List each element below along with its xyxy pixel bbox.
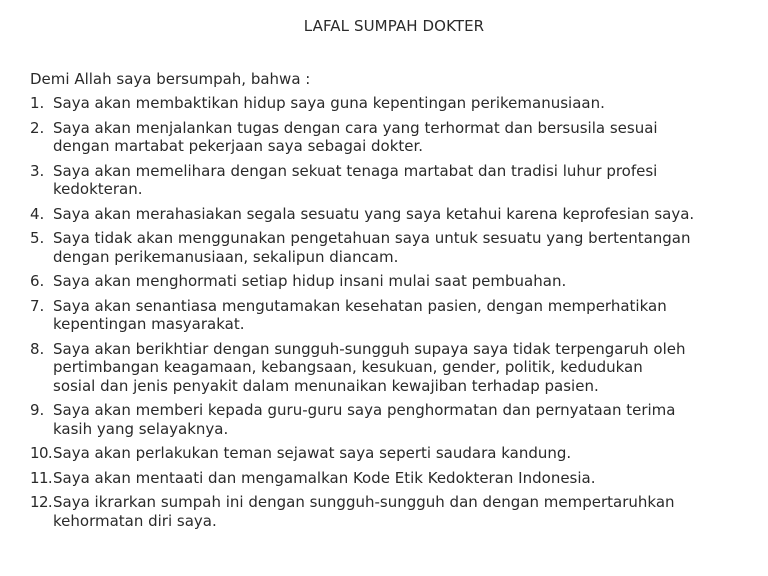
oath-item bbox=[30, 469, 766, 488]
oath-item-number: 1. bbox=[30, 94, 45, 112]
oath-item-text-line: kedokteran. bbox=[53, 180, 143, 198]
oath-item-text-line: kehormatan diri saya. bbox=[53, 511, 217, 530]
oath-intro: Demi Allah saya bersumpah, bahwa : bbox=[30, 70, 311, 88]
oath-item-text-line: Saya akan berikhtiar dengan sungguh-sungguh supaya saya tidak terpengaruh oleh bbox=[53, 339, 686, 358]
oath-item-text-line: Saya tidak akan menggunakan pengetahuan saya untuk sesuatu yang bertentangan bbox=[53, 229, 691, 247]
oath-item bbox=[30, 401, 766, 438]
oath-item bbox=[30, 229, 766, 266]
oath-item-text-line: kasih yang selayaknya. bbox=[53, 419, 229, 438]
oath-item-text-line: Saya akan memelihara dengan sekuat tenaga martabat dan tradisi luhur profesi bbox=[53, 161, 658, 180]
oath-item bbox=[30, 94, 766, 113]
oath-item bbox=[30, 340, 766, 396]
oath-item bbox=[30, 162, 766, 199]
oath-item-text-line: Saya akan mentaati dan mengamalkan Kode Etik Kedokteran Indonesia. bbox=[53, 468, 596, 487]
oath-item-text-line: Saya ikrarkan sumpah ini dengan sungguh-sungguh dan dengan mempertaruhkan bbox=[53, 493, 675, 511]
oath-item-text-line: dengan martabat pekerjaan saya sebagai dokter. bbox=[53, 137, 424, 155]
oath-item-text-line: dengan perikemanusiaan, sekalipun diancam. bbox=[53, 247, 399, 266]
oath-item bbox=[30, 493, 766, 530]
oath-item-number: 11. bbox=[30, 468, 53, 487]
oath-item-number: 3. bbox=[30, 161, 45, 180]
oath-item-text-line: kepentingan masyarakat. bbox=[53, 315, 245, 333]
oath-item bbox=[30, 272, 766, 291]
oath-item-text-line: Saya akan merahasiakan segala sesuatu yang saya ketahui karena keprofesian saya. bbox=[53, 204, 695, 223]
oath-item-text-line: sosial dan jenis penyakit dalam menunaikan kewajiban terhadap pasien. bbox=[53, 376, 599, 395]
oath-item-text-line: Saya akan membaktikan hidup saya guna kepentingan perikemanusiaan. bbox=[53, 94, 605, 112]
oath-item bbox=[30, 119, 766, 156]
oath-item bbox=[30, 297, 766, 334]
oath-item-number: 2. bbox=[30, 118, 45, 137]
oath-item-number: 10. bbox=[30, 444, 53, 462]
oath-item-number: 12. bbox=[30, 493, 53, 511]
oath-item bbox=[30, 444, 766, 463]
oath-item-text-line: Saya akan menjalankan tugas dengan cara yang terhormat dan bersusila sesuai bbox=[53, 118, 658, 137]
oath-item-number: 8. bbox=[30, 339, 45, 358]
oath-list bbox=[30, 94, 766, 536]
oath-item-text-line: Saya akan perlakukan teman sejawat saya seperti saudara kandung. bbox=[53, 444, 572, 462]
oath-item-text-line: Saya akan senantiasa mengutamakan kesehatan pasien, dengan memperhatikan bbox=[53, 296, 667, 315]
oath-item-text-line: pertimbangan keagamaan, kebangsaan, kesukuan, gender, politik, kedudukan bbox=[53, 358, 643, 376]
oath-item-number: 6. bbox=[30, 272, 45, 290]
oath-item-number: 9. bbox=[30, 401, 45, 419]
oath-item-number: 7. bbox=[30, 296, 45, 315]
oath-item-text-line: Saya akan menghormati setiap hidup insani mulai saat pembuahan. bbox=[53, 272, 567, 290]
oath-item-number: 5. bbox=[30, 229, 45, 247]
oath-item-number: 4. bbox=[30, 204, 45, 223]
oath-item bbox=[30, 205, 766, 224]
oath-item-text-line: Saya akan memberi kepada guru-guru saya penghormatan dan pernyataan terima bbox=[53, 401, 676, 419]
document-title: LAFAL SUMPAH DOKTER bbox=[303, 17, 485, 35]
